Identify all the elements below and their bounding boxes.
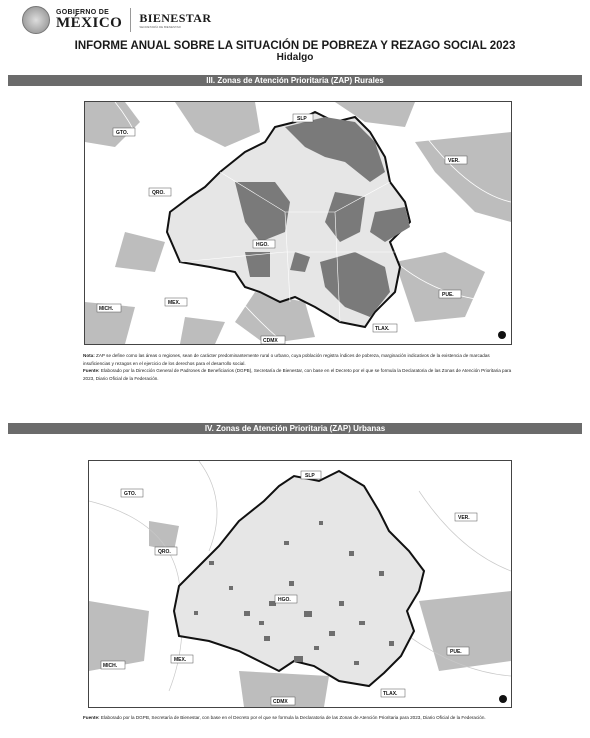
urban-source-label: Fuente: bbox=[83, 715, 100, 720]
label-slp-urban: SLP bbox=[305, 473, 315, 479]
label-mex-urban: MEX. bbox=[174, 657, 187, 663]
label-tlax-urban: TLAX. bbox=[383, 691, 398, 697]
government-seal-icon bbox=[22, 6, 50, 34]
header bbox=[22, 4, 211, 36]
source-text: Elaborado por la Dirección General de Padrones de Beneficiarios (DGPB), Secretaría de Bienestar, con base en el Decreto por el que se formula la Declaratoria de las Zonas de Atención Prioritaria para 2023, Diario Oficial de la Federación. bbox=[83, 368, 512, 381]
label-qro-urban: QRO. bbox=[158, 549, 171, 555]
bienestar-logo bbox=[139, 12, 211, 29]
label-hgo-urban: HGO. bbox=[278, 597, 291, 603]
label-pue-urban: PUE. bbox=[450, 649, 462, 655]
report-subtitle: Hidalgo bbox=[276, 52, 314, 63]
source-label: Fuente: bbox=[83, 368, 100, 373]
note-text: ZAP se define como las áreas o regiones, sean de carácter predominantemente rural o urbano, cuya población registra índices de pobreza, marginación indicativos de la existencia de marcadas insuficiencias y rezagos en el ejercicio de los derechos para el desarrollo social. bbox=[83, 353, 490, 366]
label-ver-urban: VER. bbox=[458, 515, 470, 521]
label-tlax: TLAX. bbox=[375, 326, 390, 332]
label-qro: QRO. bbox=[152, 190, 165, 196]
urban-map-note bbox=[83, 714, 513, 722]
label-mich-urban: MICH. bbox=[103, 663, 118, 669]
label-slp: SLP bbox=[297, 116, 307, 122]
label-pue: PUE. bbox=[442, 292, 454, 298]
bienestar-subtext: SECRETARÍA DE BIENESTAR bbox=[139, 24, 181, 29]
urban-zap-map bbox=[88, 460, 512, 708]
hidalgo-state-area-urban bbox=[174, 471, 424, 686]
label-mex: MEX. bbox=[168, 300, 181, 306]
label-cdmx-urban: CDMX bbox=[273, 699, 288, 705]
logo-divider bbox=[130, 8, 131, 32]
note-label: Nota: bbox=[83, 353, 95, 358]
label-mich: MICH. bbox=[99, 306, 114, 312]
label-hgo: HGO. bbox=[256, 242, 269, 248]
label-gto: GTO. bbox=[116, 130, 129, 136]
urban-source-text: Elaborado por la DGPB, Secretaría de Bienestar, con base en el Decreto por el que se formula la Declaratoria de las Zonas de Atención Prioritaria para 2023, Diario Oficial de la Federación. bbox=[100, 715, 486, 720]
rural-zap-map bbox=[84, 101, 512, 345]
gov-line2: MÉXICO bbox=[56, 15, 123, 31]
section-urban-header: IV. Zonas de Atención Prioritaria (ZAP) Urbanas bbox=[8, 423, 582, 434]
report-title: INFORME ANUAL SOBRE LA SITUACIÓN DE POBREZA Y REZAGO SOCIAL 2023 bbox=[74, 40, 516, 52]
north-arrow-icon bbox=[498, 331, 506, 339]
gobierno-mexico-logo bbox=[56, 9, 122, 31]
label-cdmx: CDMX bbox=[263, 338, 278, 344]
section-rural-header: III. Zonas de Atención Prioritaria (ZAP) Rurales bbox=[8, 75, 582, 86]
gov-line1: GOBIERNO DE bbox=[56, 9, 110, 16]
north-arrow-icon-urban bbox=[499, 695, 507, 703]
label-ver: VER. bbox=[448, 158, 460, 164]
rural-map-note bbox=[83, 352, 513, 382]
label-gto-urban: GTO. bbox=[124, 491, 137, 497]
bienestar-text: BIENESTAR bbox=[139, 10, 212, 25]
